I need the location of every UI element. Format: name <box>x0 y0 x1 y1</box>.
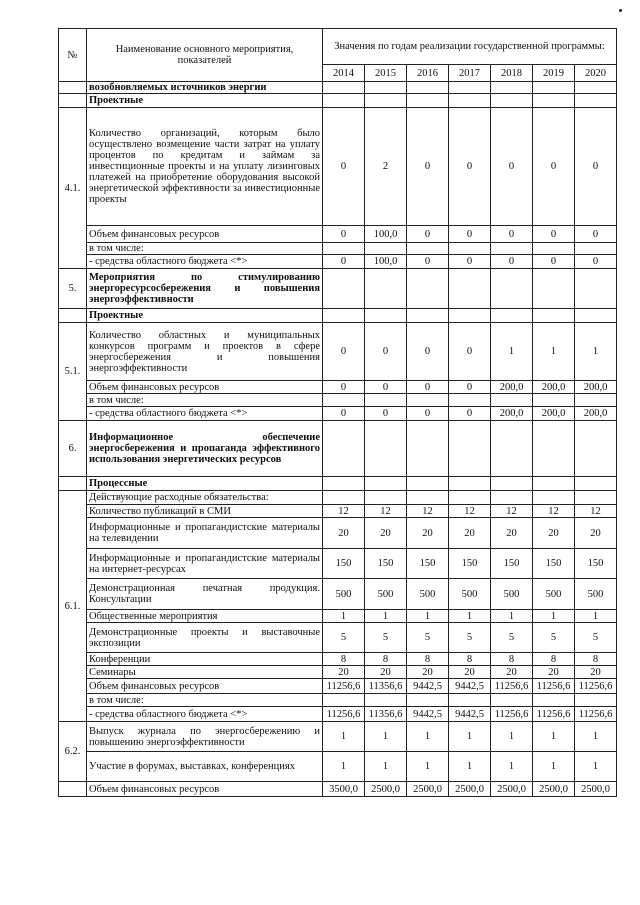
value-cell <box>407 394 449 407</box>
row-name: - средства областного бюджета <*> <box>87 407 323 421</box>
value-cell <box>323 491 365 505</box>
value-cell: 5 <box>365 623 407 653</box>
table-row <box>59 82 617 94</box>
header-name: Наименование основного мероприятия, показателей <box>87 29 323 82</box>
row-name: Информационные и пропагандистские материалы на телевидении <box>87 518 323 549</box>
value-cell: 0 <box>365 381 407 394</box>
value-cell: 0 <box>407 255 449 269</box>
value-cell: 20 <box>407 518 449 549</box>
row-name: возобновляемых источников энергии <box>87 82 323 94</box>
row-name: в том числе: <box>87 243 323 255</box>
value-cell: 1 <box>533 323 575 381</box>
value-cell <box>449 269 491 309</box>
row-name: Мероприятия по стимулированию энергоресурсосбережения и повышения энергоэффективности <box>87 269 323 309</box>
value-cell <box>323 694 365 707</box>
value-cell: 12 <box>407 505 449 518</box>
value-cell: 150 <box>575 549 617 579</box>
value-cell: 0 <box>449 255 491 269</box>
value-cell: 0 <box>407 108 449 226</box>
value-cell: 0 <box>575 226 617 243</box>
value-cell <box>533 491 575 505</box>
table-row <box>59 381 617 394</box>
value-cell: 200,0 <box>575 381 617 394</box>
header-values-title: Значения по годам реализации государственной программы: <box>323 29 617 65</box>
value-cell: 200,0 <box>533 381 575 394</box>
value-cell <box>575 309 617 323</box>
value-cell: 0 <box>575 255 617 269</box>
value-cell <box>365 421 407 477</box>
value-cell <box>323 309 365 323</box>
value-cell <box>365 309 407 323</box>
row-name: Демонстрационная печатная продукция. Консультации <box>87 579 323 610</box>
value-cell: 20 <box>449 518 491 549</box>
value-cell: 500 <box>491 579 533 610</box>
value-cell: 2500,0 <box>449 782 491 797</box>
value-cell <box>491 82 533 94</box>
value-cell <box>323 394 365 407</box>
value-cell <box>533 309 575 323</box>
value-cell: 8 <box>323 653 365 666</box>
year-cell: 2020 <box>575 65 617 82</box>
value-cell <box>575 94 617 108</box>
value-cell <box>323 94 365 108</box>
value-cell: 1 <box>575 610 617 623</box>
row-name: Действующие расходные обязательства: <box>87 491 323 505</box>
table-row <box>59 679 617 694</box>
value-cell: 100,0 <box>365 226 407 243</box>
value-cell: 20 <box>323 518 365 549</box>
value-cell <box>449 421 491 477</box>
row-name: в том числе: <box>87 394 323 407</box>
value-cell <box>491 491 533 505</box>
row-number <box>59 94 87 108</box>
value-cell: 2500,0 <box>491 782 533 797</box>
value-cell: 150 <box>365 549 407 579</box>
value-cell: 9442,5 <box>407 679 449 694</box>
value-cell <box>533 694 575 707</box>
value-cell: 0 <box>491 108 533 226</box>
value-cell: 12 <box>533 505 575 518</box>
year-cell: 2019 <box>533 65 575 82</box>
year-cell: 2014 <box>323 65 365 82</box>
row-name: Участие в форумах, выставках, конференциях <box>87 752 323 782</box>
value-cell: 1 <box>491 722 533 752</box>
value-cell: 1 <box>533 722 575 752</box>
value-cell: 0 <box>323 108 365 226</box>
value-cell <box>449 491 491 505</box>
value-cell <box>407 421 449 477</box>
value-cell: 0 <box>449 226 491 243</box>
value-cell <box>491 694 533 707</box>
row-name: Объем финансовых ресурсов <box>87 381 323 394</box>
value-cell: 500 <box>323 579 365 610</box>
value-cell <box>575 421 617 477</box>
value-cell <box>491 309 533 323</box>
value-cell <box>533 94 575 108</box>
value-cell: 1 <box>323 722 365 752</box>
value-cell: 0 <box>323 407 365 421</box>
value-cell <box>407 82 449 94</box>
table-row <box>59 694 617 707</box>
value-cell <box>407 309 449 323</box>
value-cell: 20 <box>533 518 575 549</box>
value-cell <box>575 491 617 505</box>
row-name: Выпуск журнала по энергосбережению и повышению энергоэффективности <box>87 722 323 752</box>
row-name: в том числе: <box>87 694 323 707</box>
value-cell: 11256,6 <box>533 707 575 722</box>
value-cell: 12 <box>365 505 407 518</box>
value-cell <box>449 694 491 707</box>
value-cell: 11256,6 <box>323 679 365 694</box>
value-cell: 0 <box>407 407 449 421</box>
value-cell <box>449 394 491 407</box>
value-cell: 5 <box>323 623 365 653</box>
value-cell: 1 <box>575 752 617 782</box>
row-number: 5. <box>59 269 87 309</box>
table-row <box>59 323 617 381</box>
value-cell: 1 <box>575 722 617 752</box>
value-cell <box>407 491 449 505</box>
value-cell <box>323 82 365 94</box>
value-cell: 9442,5 <box>407 707 449 722</box>
header-num: № <box>59 29 87 82</box>
table-row <box>59 722 617 752</box>
value-cell: 20 <box>407 666 449 679</box>
table-row <box>59 782 617 797</box>
value-cell: 150 <box>449 549 491 579</box>
row-name: Количество публикаций в СМИ <box>87 505 323 518</box>
value-cell: 150 <box>407 549 449 579</box>
table-row <box>59 255 617 269</box>
table-row <box>59 394 617 407</box>
value-cell: 200,0 <box>575 407 617 421</box>
table-row <box>59 752 617 782</box>
value-cell: 20 <box>575 518 617 549</box>
table-row <box>59 518 617 549</box>
value-cell: 5 <box>575 623 617 653</box>
value-cell: 3500,0 <box>323 782 365 797</box>
value-cell: 20 <box>365 518 407 549</box>
value-cell: 20 <box>323 666 365 679</box>
value-cell: 20 <box>533 666 575 679</box>
value-cell: 1 <box>575 323 617 381</box>
value-cell <box>365 477 407 491</box>
table-row <box>59 477 617 491</box>
value-cell <box>575 394 617 407</box>
scan-speck <box>619 9 622 12</box>
value-cell: 0 <box>449 381 491 394</box>
row-name: - средства областного бюджета <*> <box>87 255 323 269</box>
value-cell: 1 <box>449 610 491 623</box>
value-cell: 2500,0 <box>365 782 407 797</box>
value-cell: 8 <box>575 653 617 666</box>
value-cell <box>575 269 617 309</box>
value-cell: 12 <box>449 505 491 518</box>
row-name: Информационные и пропагандистские материалы на интернет-ресурсах <box>87 549 323 579</box>
row-name: Количество организаций, которым было осуществлено возмещение части затрат на уплату процентов по кредитам и займам за инвестиционные проекты и на уплату лизинговых платежей на приобретение оборудования высокой энергетической эффективности за инвестиционные проекты <box>87 108 323 226</box>
row-name: Конференции <box>87 653 323 666</box>
row-name: - средства областного бюджета <*> <box>87 707 323 722</box>
value-cell: 0 <box>407 381 449 394</box>
value-cell <box>533 82 575 94</box>
value-cell <box>407 694 449 707</box>
value-cell: 0 <box>365 323 407 381</box>
row-name: Объем финансовых ресурсов <box>87 679 323 694</box>
row-number: 6.1. <box>59 491 87 722</box>
value-cell: 11256,6 <box>575 707 617 722</box>
year-cell: 2017 <box>449 65 491 82</box>
value-cell: 0 <box>449 407 491 421</box>
row-name: Информационное обеспечение энергосбережения и пропаганда эффективного использования энергетических ресурсов <box>87 421 323 477</box>
value-cell: 5 <box>407 623 449 653</box>
row-name: Семинары <box>87 666 323 679</box>
value-cell <box>491 421 533 477</box>
year-cell: 2015 <box>365 65 407 82</box>
value-cell: 500 <box>449 579 491 610</box>
value-cell <box>449 94 491 108</box>
value-cell: 5 <box>449 623 491 653</box>
value-cell <box>365 82 407 94</box>
table-row <box>59 666 617 679</box>
value-cell: 11256,6 <box>491 679 533 694</box>
value-cell <box>365 269 407 309</box>
value-cell: 1 <box>533 610 575 623</box>
value-cell <box>323 243 365 255</box>
table-row <box>59 579 617 610</box>
value-cell <box>365 394 407 407</box>
value-cell: 20 <box>449 666 491 679</box>
table-row <box>59 407 617 421</box>
value-cell: 5 <box>533 623 575 653</box>
value-cell: 11256,6 <box>491 707 533 722</box>
value-cell: 500 <box>575 579 617 610</box>
value-cell: 12 <box>575 505 617 518</box>
value-cell <box>533 477 575 491</box>
value-cell <box>449 82 491 94</box>
value-cell: 0 <box>533 226 575 243</box>
table-row <box>59 94 617 108</box>
value-cell: 1 <box>365 752 407 782</box>
row-number: 6.2. <box>59 722 87 782</box>
value-cell <box>449 309 491 323</box>
value-cell <box>491 94 533 108</box>
value-cell <box>491 243 533 255</box>
value-cell <box>407 477 449 491</box>
value-cell: 1 <box>407 722 449 752</box>
value-cell: 0 <box>323 226 365 243</box>
value-cell: 100,0 <box>365 255 407 269</box>
value-cell: 150 <box>491 549 533 579</box>
row-name: Проектные <box>87 309 323 323</box>
value-cell <box>449 477 491 491</box>
row-number: 4.1. <box>59 108 87 269</box>
value-cell: 20 <box>491 518 533 549</box>
table-row <box>59 226 617 243</box>
row-name: Объем финансовых ресурсов <box>87 782 323 797</box>
value-cell: 11256,6 <box>533 679 575 694</box>
value-cell <box>323 269 365 309</box>
program-table <box>58 28 617 797</box>
value-cell: 200,0 <box>491 381 533 394</box>
value-cell <box>533 269 575 309</box>
table-row <box>59 243 617 255</box>
row-number <box>59 477 87 491</box>
row-name: Общественные мероприятия <box>87 610 323 623</box>
value-cell: 1 <box>491 610 533 623</box>
value-cell: 1 <box>449 722 491 752</box>
value-cell: 0 <box>365 407 407 421</box>
value-cell: 1 <box>323 610 365 623</box>
value-cell <box>365 243 407 255</box>
table-row <box>59 549 617 579</box>
value-cell: 1 <box>407 610 449 623</box>
value-cell: 1 <box>365 610 407 623</box>
row-number <box>59 309 87 323</box>
value-cell: 0 <box>323 255 365 269</box>
table-row <box>59 491 617 505</box>
value-cell: 0 <box>407 323 449 381</box>
table-row <box>59 623 617 653</box>
value-cell: 2500,0 <box>407 782 449 797</box>
value-cell: 200,0 <box>533 407 575 421</box>
value-cell: 1 <box>533 752 575 782</box>
value-cell: 0 <box>491 226 533 243</box>
value-cell: 11356,6 <box>365 707 407 722</box>
value-cell <box>491 394 533 407</box>
value-cell <box>323 477 365 491</box>
value-cell: 1 <box>407 752 449 782</box>
value-cell: 20 <box>575 666 617 679</box>
value-cell: 1 <box>491 752 533 782</box>
value-cell: 0 <box>449 108 491 226</box>
header-row <box>59 29 617 65</box>
value-cell: 8 <box>449 653 491 666</box>
value-cell: 5 <box>491 623 533 653</box>
value-cell <box>533 394 575 407</box>
value-cell: 150 <box>323 549 365 579</box>
value-cell: 12 <box>491 505 533 518</box>
row-number <box>59 82 87 94</box>
value-cell: 0 <box>323 381 365 394</box>
table-row <box>59 610 617 623</box>
value-cell <box>449 243 491 255</box>
value-cell <box>365 94 407 108</box>
row-number <box>59 782 87 797</box>
value-cell: 150 <box>533 549 575 579</box>
value-cell <box>575 694 617 707</box>
value-cell <box>407 243 449 255</box>
table-row <box>59 505 617 518</box>
value-cell: 0 <box>533 108 575 226</box>
value-cell <box>533 421 575 477</box>
table-row <box>59 653 617 666</box>
value-cell: 2 <box>365 108 407 226</box>
value-cell <box>575 243 617 255</box>
table-row <box>59 421 617 477</box>
value-cell <box>575 82 617 94</box>
table-row <box>59 269 617 309</box>
row-name: Демонстрационные проекты и выставочные экспозиции <box>87 623 323 653</box>
value-cell <box>407 94 449 108</box>
value-cell <box>323 421 365 477</box>
value-cell: 0 <box>491 255 533 269</box>
value-cell <box>491 269 533 309</box>
table-row <box>59 108 617 226</box>
year-cell: 2016 <box>407 65 449 82</box>
row-name: Количество областных и муниципальных конкурсов программ и проектов в сфере энергосбережения и повышения энергоэффективности <box>87 323 323 381</box>
row-name: Процессные <box>87 477 323 491</box>
row-name: Проектные <box>87 94 323 108</box>
row-name: Объем финансовых ресурсов <box>87 226 323 243</box>
value-cell: 2500,0 <box>533 782 575 797</box>
value-cell: 0 <box>449 323 491 381</box>
value-cell: 0 <box>575 108 617 226</box>
value-cell: 500 <box>533 579 575 610</box>
row-number: 5.1. <box>59 323 87 421</box>
value-cell: 1 <box>365 722 407 752</box>
value-cell: 500 <box>407 579 449 610</box>
value-cell: 20 <box>365 666 407 679</box>
value-cell: 0 <box>407 226 449 243</box>
value-cell <box>365 491 407 505</box>
value-cell: 9442,5 <box>449 707 491 722</box>
table-row <box>59 707 617 722</box>
value-cell: 11356,6 <box>365 679 407 694</box>
value-cell: 8 <box>533 653 575 666</box>
value-cell: 1 <box>323 752 365 782</box>
year-cell: 2018 <box>491 65 533 82</box>
table-row <box>59 309 617 323</box>
value-cell: 1 <box>449 752 491 782</box>
value-cell <box>407 269 449 309</box>
value-cell <box>533 243 575 255</box>
value-cell: 11256,6 <box>323 707 365 722</box>
value-cell: 0 <box>533 255 575 269</box>
value-cell: 12 <box>323 505 365 518</box>
value-cell: 8 <box>407 653 449 666</box>
value-cell <box>575 477 617 491</box>
value-cell: 20 <box>491 666 533 679</box>
value-cell <box>365 694 407 707</box>
value-cell: 1 <box>491 323 533 381</box>
value-cell: 8 <box>491 653 533 666</box>
value-cell: 9442,5 <box>449 679 491 694</box>
value-cell: 200,0 <box>491 407 533 421</box>
row-number: 6. <box>59 421 87 477</box>
value-cell: 500 <box>365 579 407 610</box>
value-cell: 11256,6 <box>575 679 617 694</box>
value-cell: 0 <box>323 323 365 381</box>
value-cell: 2500,0 <box>575 782 617 797</box>
value-cell <box>491 477 533 491</box>
value-cell: 8 <box>365 653 407 666</box>
